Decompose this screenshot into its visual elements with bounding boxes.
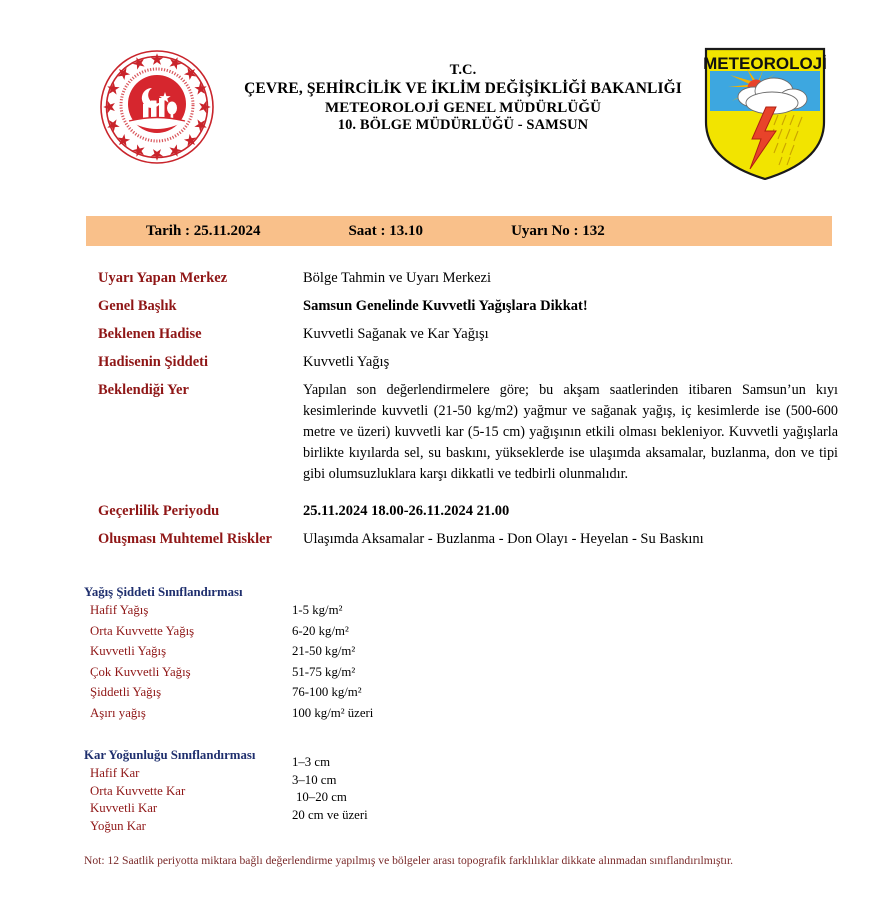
list-item — [84, 665, 784, 686]
classification-name: Hafif Kar — [90, 766, 140, 780]
table-row — [98, 294, 838, 319]
row-label: Geçerlilik Periyodu — [98, 502, 220, 519]
table-row — [98, 322, 838, 347]
title-line-tc: T.C. — [449, 62, 477, 78]
row-value: Ulaşımda Aksamalar - Buzlanma - Don Olayı - Heyelan - Su Baskını — [303, 530, 704, 547]
row-value: Bölge Tahmin ve Uyarı Merkezi — [303, 270, 491, 286]
classification-name: Çok Kuvvetli Yağış — [90, 664, 191, 679]
classification-value: 10–20 cm — [296, 790, 347, 804]
classification-name: Kuvvetli Kar — [90, 801, 158, 815]
classification-value: 1-5 kg/m² — [292, 603, 343, 617]
table-row — [98, 266, 838, 291]
document-header — [0, 0, 879, 190]
list-item — [84, 784, 784, 802]
warning-details-table — [98, 266, 838, 555]
row-label: Hadisenin Şiddeti — [98, 353, 208, 370]
table-row — [98, 527, 838, 552]
classification-name: Yoğun Kar — [90, 818, 146, 833]
banner-date: Tarih : 25.11.2024 — [146, 222, 261, 239]
classification-value: 6-20 kg/m² — [292, 623, 349, 638]
row-value: Samsun Genelinde Kuvvetli Yağışlara Dikkat! — [303, 297, 588, 314]
row-label: Beklendiği Yer — [98, 381, 189, 398]
table-row — [98, 378, 838, 485]
list-item — [84, 644, 784, 665]
list-item — [84, 706, 784, 727]
title-line-ministry: ÇEVRE, ŞEHİRCİLİK VE İKLİM DEĞİŞİKLİĞİ BAKANLIĞI — [244, 79, 682, 97]
classification-name: Kuvvetli Yağış — [90, 644, 167, 658]
row-value: Kuvvetli Sağanak ve Kar Yağışı — [303, 325, 489, 342]
classification-name: Hafif Yağış — [90, 603, 149, 617]
ministry-title-block — [232, 62, 694, 135]
classification-value: 20 cm ve üzeri — [292, 807, 368, 822]
classification-value: 51-75 kg/m² — [292, 664, 356, 679]
classification-value: 21-50 kg/m² — [292, 644, 356, 658]
row-label: Uyarı Yapan Merkez — [98, 270, 228, 286]
classification-value: 76-100 kg/m² — [292, 685, 362, 699]
row-value-paragraph: Yapılan son değerlendirmelere göre; bu akşam saatlerinden itibaren Samsun’un kıyı kesimlerinde kuvvetli (21-50 kg/m2) yağmur ve sağanak yağış, iç kesimlerde ise (500-600 metre ve üzeri) kuvvetli kar (5-15 cm) yağışının etkili olması bekleniyor. Kuvvetli yağışlarla birlikte kıyılarda sel, su baskını, yükseklerde ise ulaşımda aksamalar, buzlanma, don ve tipi gibi olumsuzluklara karşı dikkatli ve tedbirli olunmalıdır. — [303, 381, 838, 482]
title-line-directorate: METEOROLOJİ GENEL MÜDÜRLÜĞÜ — [324, 99, 602, 116]
classification-name: Orta Kuvvette Kar — [90, 783, 186, 798]
row-label: Oluşması Muhtemel Riskler — [98, 530, 272, 547]
snow-classification-values — [292, 754, 368, 824]
classification-value: 1–3 cm — [292, 755, 331, 769]
row-value: 25.11.2024 18.00-26.11.2024 21.00 — [303, 502, 510, 519]
banner-warning-number: Uyarı No : 132 — [511, 222, 605, 239]
classification-name: Orta Kuvvette Yağış — [90, 623, 195, 638]
banner-time: Saat : 13.10 — [348, 222, 424, 239]
meteoroloji-logo-text: METEOROLOJİ — [703, 54, 827, 73]
list-item — [84, 603, 784, 624]
list-item — [84, 819, 784, 837]
meteoroloji-shield-icon — [700, 45, 830, 180]
list-item — [84, 624, 784, 645]
warning-banner — [86, 216, 832, 246]
classification-name: Aşırı yağış — [90, 705, 146, 720]
list-item — [84, 801, 784, 819]
footnote-text: Not: 12 Saatlik periyotta miktara bağlı değerlendirme yapılmış ve bölgeler arası topografik farklılıklar dikkate alınmadan sınıflandırılmıştır. — [84, 854, 734, 867]
row-label: Beklenen Hadise — [98, 325, 202, 342]
classification-value: 100 kg/m² üzeri — [292, 705, 374, 720]
classification-name: Şiddetli Yağış — [90, 685, 162, 699]
table-row — [98, 499, 838, 524]
classification-value: 3–10 cm — [292, 772, 337, 787]
turkish-state-emblem-icon — [98, 48, 216, 166]
section-title: Kar Yoğunluğu Sınıflandırması — [84, 748, 256, 762]
snow-density-classification — [84, 748, 784, 836]
list-item — [84, 766, 784, 784]
rain-intensity-classification — [84, 585, 784, 726]
row-value: Kuvvetli Yağış — [303, 353, 390, 370]
table-row — [98, 350, 838, 375]
title-line-region: 10. BÖLGE MÜDÜRLÜĞÜ - SAMSUN — [337, 116, 589, 133]
row-label: Genel Başlık — [98, 297, 177, 314]
list-item — [84, 685, 784, 706]
section-title: Yağış Şiddeti Sınıflandırması — [84, 585, 243, 599]
